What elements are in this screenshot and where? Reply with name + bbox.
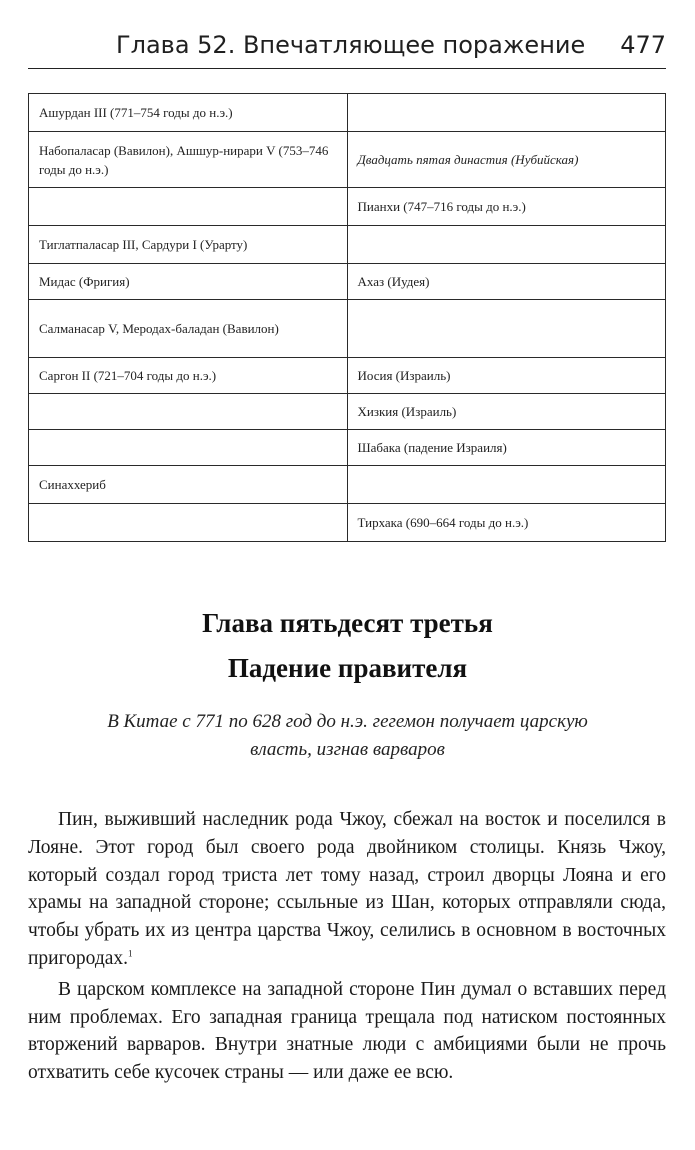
table-row [29,94,666,132]
table-cell [29,504,348,542]
table-cell: Ашурдан III (771–754 годы до н.э.) [29,94,348,132]
table-row [29,132,666,188]
table-cell: Саргон II (721–704 годы до н.э.) [29,358,348,394]
table-cell [29,188,348,226]
running-head-title: Глава 52. Впечатляющее поражение [116,31,586,59]
table-cell [347,466,666,504]
paragraph-text: Пин, выживший наследник рода Чжоу, сбежал на восток и поселился в Лояне. Этот город был своего рода двойником столицы. Князь Чжоу, который создал город триста лет тому назад, строил дворцы Лояна и его храмы на западной стороне; ссыльные из Шан, которых отправляли сюда, чтобы убрать их из центра царства Чжоу, селились в основном в восточных пригородах. [28,809,666,969]
table-row [29,394,666,430]
table-row [29,188,666,226]
table-cell [29,430,348,466]
paragraph [28,806,666,973]
paragraph-text: В царском комплексе на западной стороне Пин думал о вставших перед ним проблемах. Его западная граница трещала под натиском постоянных вторжений варваров. Внутри знатные люди с амбициями были не прочь отхватить себе кусочек страны — или даже ее всю. [28,978,666,1084]
table-cell [347,226,666,264]
table-cell: Иосия (Израиль) [347,358,666,394]
table-cell: Синаххериб [29,466,348,504]
chapter-epigraph: В Китае с 771 по 628 год до н.э. гегемон получает царскую власть, изгнав варваров [107,711,588,760]
table-cell: Мидас (Фригия) [29,264,348,300]
table-row [29,264,666,300]
table-cell: Салманасар V, Меродах-баладан (Вавилон) [29,300,348,358]
table-cell: Тиглатпаласар III, Сардури I (Урарту) [29,226,348,264]
table-cell: Хизкия (Израиль) [347,394,666,430]
table-cell: Набопаласар (Вавилон), Ашшур-нирари V (753–746 годы до н.э.) [29,132,348,188]
table-cell: Шабака (падение Израиля) [347,430,666,466]
table-cell: Двадцать пятая династия (Нубийская) [347,132,666,188]
table-cell: Тирхака (690–664 годы до н.э.) [347,504,666,542]
table-row [29,504,666,542]
table-cell [29,394,348,430]
running-head [28,30,666,69]
table-cell [347,300,666,358]
chapter-title: Падение правителя [227,653,468,683]
table-row [29,358,666,394]
table-row [29,466,666,504]
table-row [29,226,666,264]
page-number: 477 [620,31,666,59]
table-cell: Ахаз (Иудея) [347,264,666,300]
footnote-mark[interactable]: 1 [128,948,133,959]
chronology-table [28,93,666,542]
table-cell: Пианхи (747–716 годы до н.э.) [347,188,666,226]
table-row [29,430,666,466]
body-text [28,806,666,1090]
paragraph [28,976,666,1087]
table-row [29,300,666,358]
chapter-number: Глава пятьдесят третья [202,608,493,638]
table-cell [347,94,666,132]
